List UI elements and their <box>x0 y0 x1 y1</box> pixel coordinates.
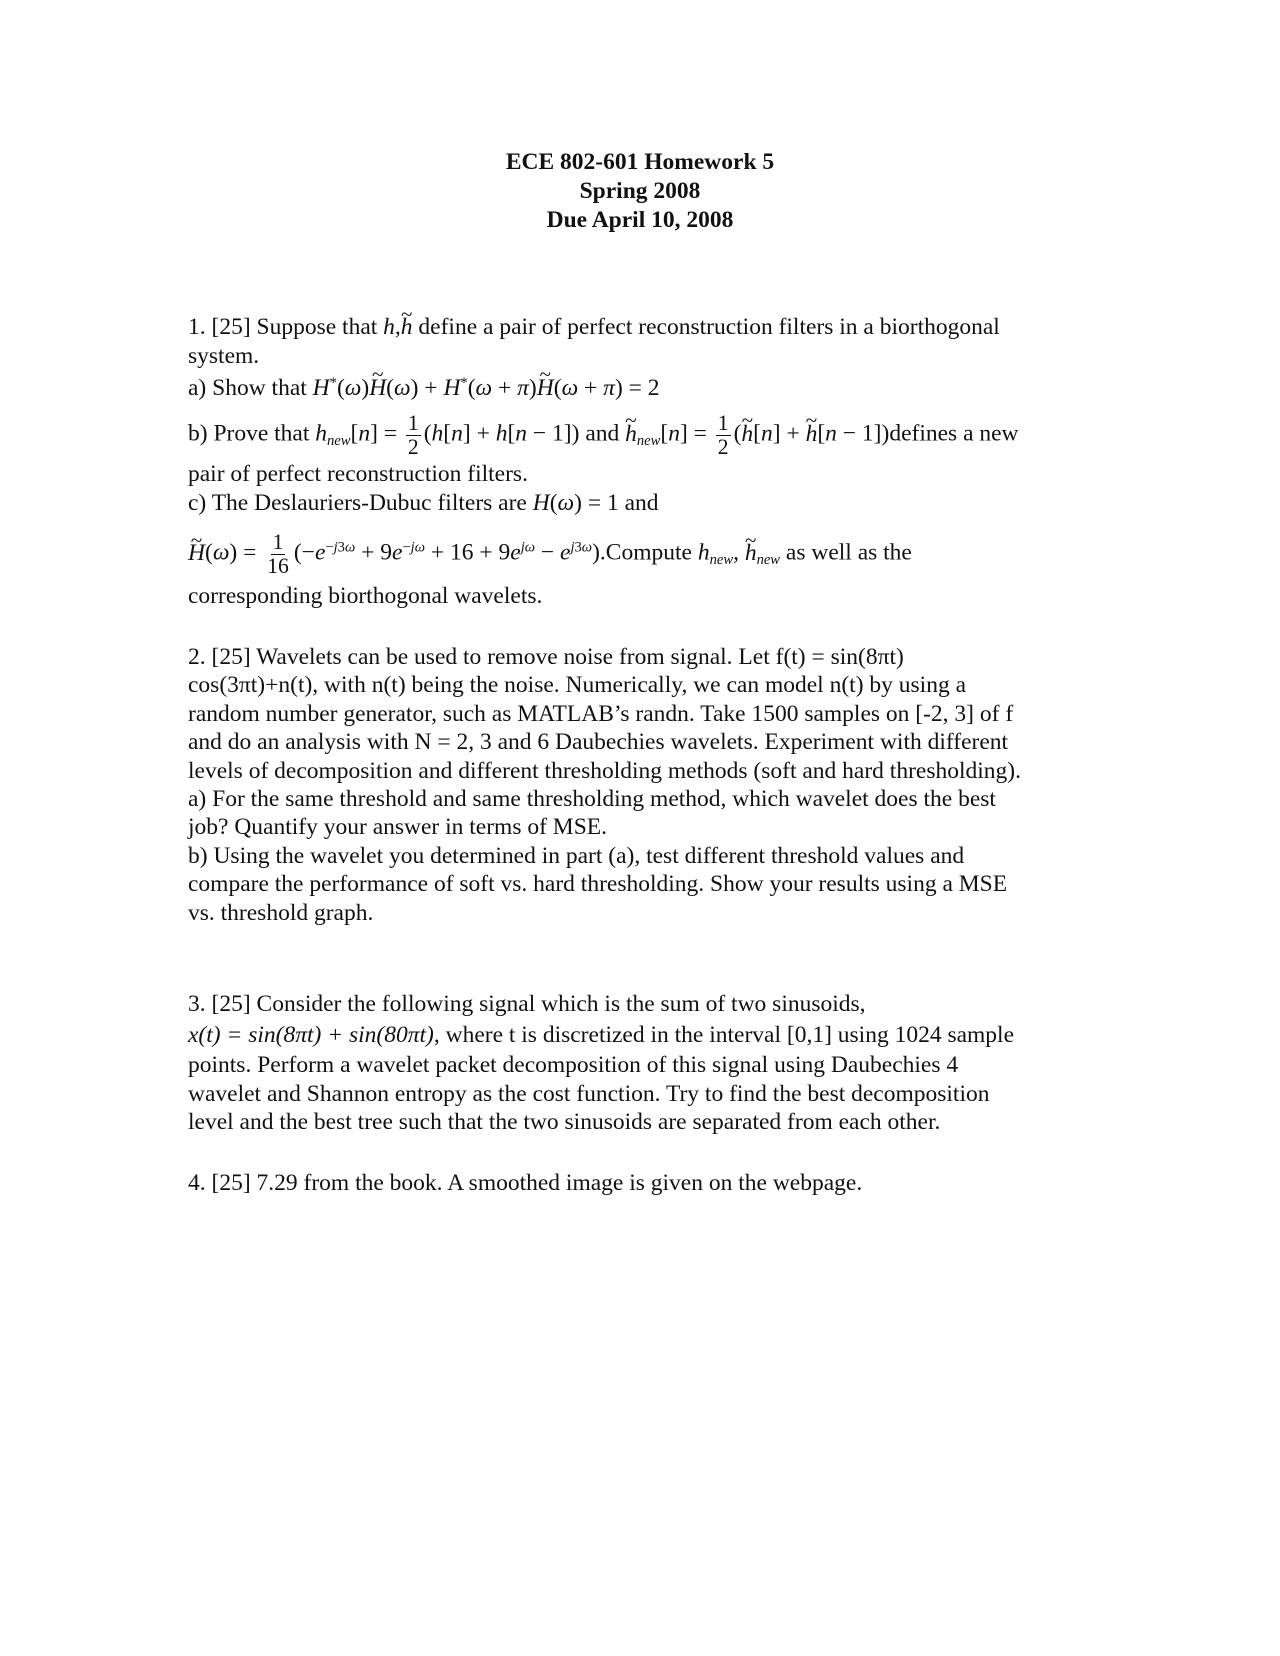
q2-line: and do an analysis with N = 2, 3 and 6 Daubechies wavelets. Experiment with different <box>188 729 1009 756</box>
q1-b-and: and <box>585 420 620 447</box>
q3-line: wavelet and Shannon entropy as the cost function. Try to find the best decomposition <box>188 1080 990 1107</box>
q1-part-c: c) The Deslauriers-Dubuc filters are H(ω) = 1 and <box>188 489 659 516</box>
q3-line2-text: , where t is discretized in the interval [0,1] using 1024 sample <box>433 1021 1015 1048</box>
q1-b-label: b) Prove that <box>188 420 310 447</box>
q1-lead-tail: define a pair of perfect reconstruction filters in a biorthogonal <box>418 314 1000 340</box>
problem-4 <box>188 1169 1078 1198</box>
due-date: Due April 10, 2008 <box>546 207 734 233</box>
q1-c-compute: .Compute <box>599 540 692 566</box>
q3-formula: x(t) = sin(8πt) + sin(80πt) <box>188 1021 434 1048</box>
q2-line: random number generator, such as MATLAB’s randn. Take 1500 samples on [-2, 3] of f <box>188 700 1014 727</box>
q1-c-label: c) The Deslauriers-Dubuc filters are <box>188 489 527 516</box>
term-label: Spring 2008 <box>579 178 701 204</box>
q3-line: points. Perform a wavelet packet decomposition of this signal using Daubechies 4 <box>188 1052 959 1078</box>
q1-c-and: and <box>624 489 659 516</box>
q1-part-b: b) Prove that $h_{new}[n]$ = $\frac{1}{2}$ (h[n] + h[n − 1]) and ~ $h_{new}[n]$ = $\frac{1}{2}$ (~ h[n] + ~ h[n − 1])defines a new <box>188 412 1078 458</box>
q1-c-line3: corresponding biorthogonal wavelets. <box>188 582 543 609</box>
q2-line: 2. [25] Wavelets can be used to remove noise from signal. Let f(t) = sin(8πt) <box>188 644 904 670</box>
q2-line: job? Quantify your answer in terms of MSE. <box>188 814 608 841</box>
q3-line1: 3. [25] Consider the following signal which is the sum of two sinusoids, <box>188 991 866 1017</box>
q1-line2: system. <box>188 343 260 369</box>
q3-line: level and the best tree such that the two sinusoids are separated from each other. <box>188 1109 941 1135</box>
q2-line: levels of decomposition and different thresholding methods (soft and hard thresholding). <box>188 757 1021 784</box>
q2-line: compare the performance of soft vs. hard thresholding. Show your results using a MSE <box>188 871 1008 898</box>
q2-line: cos(3πt)+n(t), with n(t) being the noise. Numerically, we can model n(t) by using a <box>188 672 967 699</box>
problem-3 <box>188 990 1078 1137</box>
q2-line: vs. threshold graph. <box>188 899 374 926</box>
document-header <box>0 148 1280 235</box>
q2-line: a) For the same threshold and same thresholding method, which wavelet does the best <box>188 786 996 813</box>
q1-lead: 1. [25] Suppose that <box>188 314 378 340</box>
q2-line: b) Using the wavelet you determined in part (a), test different threshold values and <box>188 842 965 869</box>
q1-pair-h: h, <box>383 314 401 340</box>
q1-a-label: a) Show that <box>188 374 307 401</box>
q1-part-a: a) Show that H*(ω)~ H(ω) + H*(ω + π)~ H(ω + π) = 2 <box>188 374 1078 403</box>
q1-b-tail: defines a new <box>889 420 1019 447</box>
problem-1 <box>188 313 1078 610</box>
q1-c-formula: ~ H(ω) = $\frac{1}{16}$ ($-e^{-j3\omega} + 9e^{-j\omega} + 16 + 9e^{j\omega}$ − $e^{j3\omega}).Compute$ $h_{new}$, ~ $h_{new}$ as well as the <box>188 531 1078 577</box>
q1-pair-htilde: ~ h <box>401 313 413 342</box>
q1-c-aswell: as well as the <box>785 540 912 566</box>
course-title: ECE 802-601 Homework 5 <box>505 149 775 175</box>
q1-b-line2: pair of perfect reconstruction filters. <box>188 461 528 488</box>
q4-text: 4. [25] 7.29 from the book. A smoothed image is given on the webpage. <box>188 1170 863 1196</box>
problem-2 <box>188 643 1078 927</box>
q3-line2 <box>188 1021 1078 1050</box>
